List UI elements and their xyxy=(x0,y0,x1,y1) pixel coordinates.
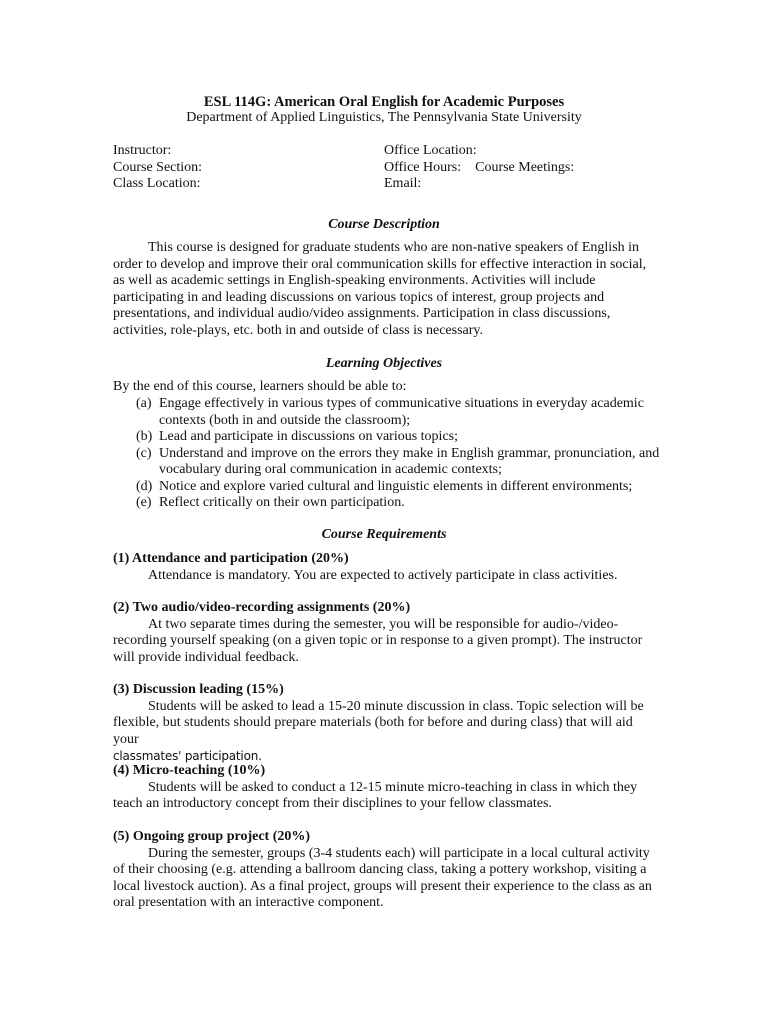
course-description-heading: Course Description xyxy=(328,217,440,232)
objective-marker: (e) xyxy=(136,495,152,510)
objective-item xyxy=(136,446,661,479)
requirement-text: Students will be asked to conduct a 12-15 minute micro-teaching in class in which they teach an introductory concept from their disciplines to your fellow classmates. xyxy=(113,779,638,811)
requirement-title: (2) Two audio/video-recording assignments (20%) xyxy=(113,600,411,615)
objective-item xyxy=(136,479,661,496)
objective-marker: (c) xyxy=(136,445,152,461)
objective-text: Reflect critically on their own participation. xyxy=(159,495,405,510)
requirement-text: Attendance is mandatory. You are expected to actively participate in class activities. xyxy=(148,567,618,583)
objective-item xyxy=(136,396,661,429)
course-info-right xyxy=(384,143,574,193)
objective-text: Lead and participate in discussions on various topics; xyxy=(159,429,458,444)
objectives-intro: By the end of this course, learners should be able to: xyxy=(113,379,407,394)
objective-text: Notice and explore varied cultural and linguistic elements in different environments; xyxy=(159,478,633,494)
requirement-group-project xyxy=(113,829,658,912)
objective-item xyxy=(136,429,661,446)
course-description-section xyxy=(113,240,658,339)
requirement-recordings xyxy=(113,600,658,666)
requirement-title: (3) Discussion leading (15%) xyxy=(113,682,284,697)
requirement-title: (5) Ongoing group project (20%) xyxy=(113,829,311,844)
course-info-left xyxy=(113,143,202,193)
requirement-discussion-leading xyxy=(113,682,658,766)
requirement-text xyxy=(113,699,658,766)
office-location-label: Office Location: xyxy=(384,143,477,158)
objective-marker: (d) xyxy=(136,478,153,494)
requirement-title: (4) Micro-teaching (10%) xyxy=(113,763,266,778)
requirement-text: At two separate times during the semester, you will be responsible for audio-/video-recording yourself speaking (on a given topic or in response to a given prompt). The instructor will provide individual feedback. xyxy=(113,616,643,665)
email-label: Email: xyxy=(384,176,422,191)
instructor-label: Instructor: xyxy=(113,143,172,158)
learning-objectives-heading: Learning Objectives xyxy=(325,356,443,371)
objectives-list xyxy=(136,396,661,512)
department-subtitle: Department of Applied Linguistics, The Pennsylvania State University xyxy=(186,110,582,125)
requirement-micro-teaching xyxy=(113,763,658,813)
course-requirements-heading: Course Requirements xyxy=(321,527,447,542)
objective-item xyxy=(136,495,661,512)
requirement-text-main: Students will be asked to lead a 15-20 minute discussion in class. Topic selection will be flexible, but students should prepare materials (both for before and during class) that will aid your xyxy=(113,698,644,747)
requirement-text: During the semester, groups (3-4 students each) will participate in a local cultural activity of their choosing (e.g. attending a ballroom dancing class, taking a pottery workshop, visiting a local livestock auction). As a final project, groups will present their experience to the class as an oral presentation with an interactive component. xyxy=(113,845,652,910)
course-description-text: This course is designed for graduate students who are non-native speakers of English in order to develop and improve their oral communication skills for effective interaction in social, as well as academic settings in English-speaking environments. Activities will include participating in and leading discussions on various topics of interest, group projects and presentations, and individual audio/video assignments. Participation in class discussions, activities, role-plays, etc. both in and outside of class is necessary. xyxy=(113,240,647,338)
objective-marker: (a) xyxy=(136,396,152,411)
requirement-text-tail: classmates' participation. xyxy=(113,749,262,763)
requirement-title: (1) Attendance and participation (20%) xyxy=(113,551,349,566)
requirement-attendance xyxy=(113,551,658,584)
office-hours-meetings-label: Office Hours: Course Meetings: xyxy=(384,159,575,175)
course-title: ESL 114G: American Oral English for Academic Purposes xyxy=(203,94,565,110)
course-section-label: Course Section: xyxy=(113,159,203,175)
objective-text: Understand and improve on the errors they make in English grammar, pronunciation, and vocabulary during oral communication in academic contexts; xyxy=(159,445,660,477)
objective-text: Engage effectively in various types of communicative situations in everyday academic contexts (both in and outside the classroom); xyxy=(159,396,644,428)
class-location-label: Class Location: xyxy=(113,176,201,191)
objective-marker: (b) xyxy=(136,429,153,444)
